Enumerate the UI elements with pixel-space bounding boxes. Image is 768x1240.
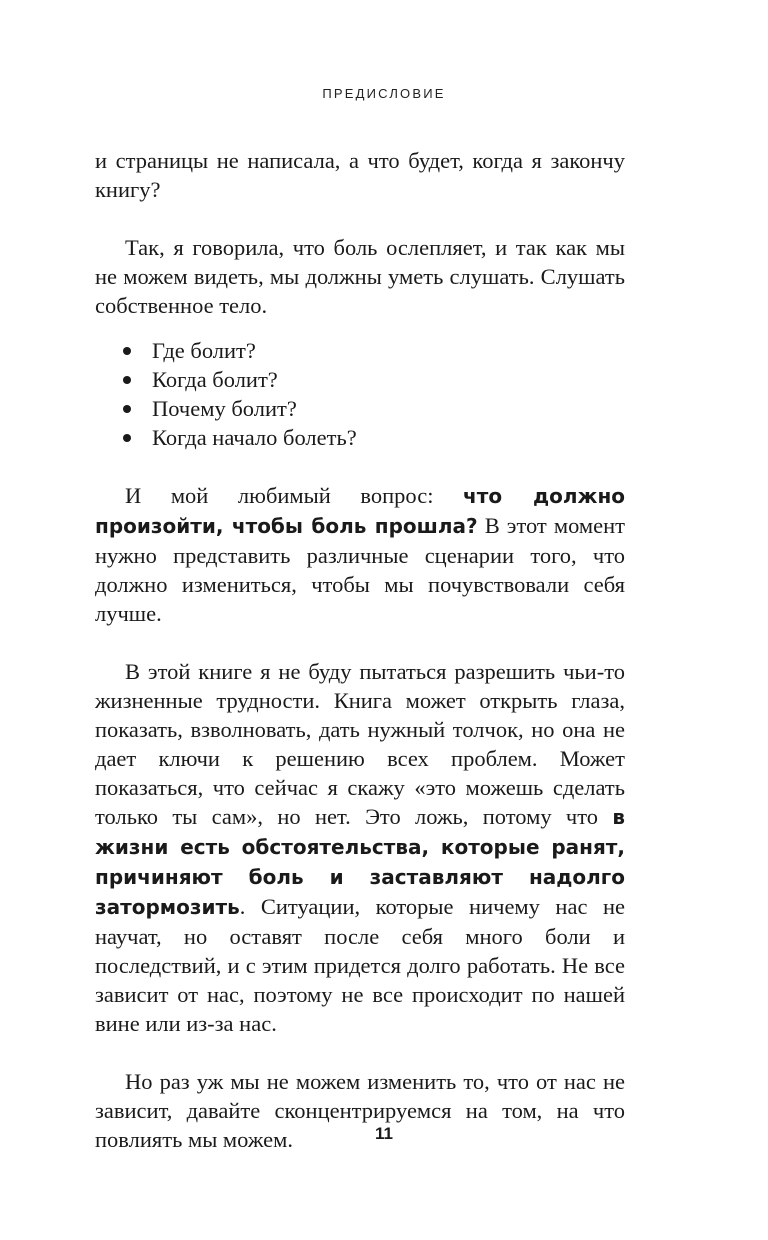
bullet-icon — [123, 347, 131, 355]
list-item: Где болит? — [95, 336, 625, 365]
bullet-icon — [123, 434, 131, 442]
emphasis-question: что должно произойти, чтобы боль прошла? — [95, 484, 625, 538]
paragraph-2: Так, я говорила, что боль ослепляет, и так как мы не можем видеть, мы должны уметь слушать. Слушать собственное тело. — [95, 235, 625, 318]
list-item: Когда болит? — [95, 365, 625, 394]
bullet-icon — [123, 376, 131, 384]
list-item: Почему болит? — [95, 394, 625, 423]
page-number: 11 — [375, 1124, 393, 1143]
paragraph-3: И мой любимый вопрос: что должно произойти, чтобы боль прошла? В этот момент нужно представить различные сценарии того, что должно измениться, чтобы мы почувствовали себя лучше. — [95, 483, 625, 626]
emphasis-statement: в жизни есть обстоятельства, которые ранят, причиняют боль и заставляют надолго затормозить — [95, 805, 625, 919]
page-body — [95, 146, 625, 1154]
running-header: ПРЕДИСЛОВИЕ — [322, 86, 446, 101]
paragraph-5: Но раз уж мы не можем изменить то, что от нас не зависит, давайте сконцентрируемся на том, на что повлиять мы можем. — [95, 1069, 625, 1152]
paragraph-4: В этой книге я не буду пытаться разрешить чьи-то жизненные трудности. Книга может открыть глаза, показать, взволновать, дать нужный толчок, но она не дает ключи к решению всех проблем. Может показаться, что сейчас я скажу «это можешь сделать только ты сам», но нет. Это ложь, потому что в жизни есть обстоятельства, которые ранят, причиняют боль и заставляют надолго затормозить. Ситуации, которые ничему нас не научат, но оставят после себя много боли и последствий, и с этим придется долго работать. Не все зависит от нас, поэтому не все происходит по нашей вине или из-за нас. — [95, 659, 625, 1036]
question-list — [95, 336, 625, 452]
list-item: Когда начало болеть? — [95, 423, 625, 452]
bullet-icon — [123, 405, 131, 413]
paragraph-1: и страницы не написала, а что будет, когда я закончу книгу? — [95, 148, 625, 202]
